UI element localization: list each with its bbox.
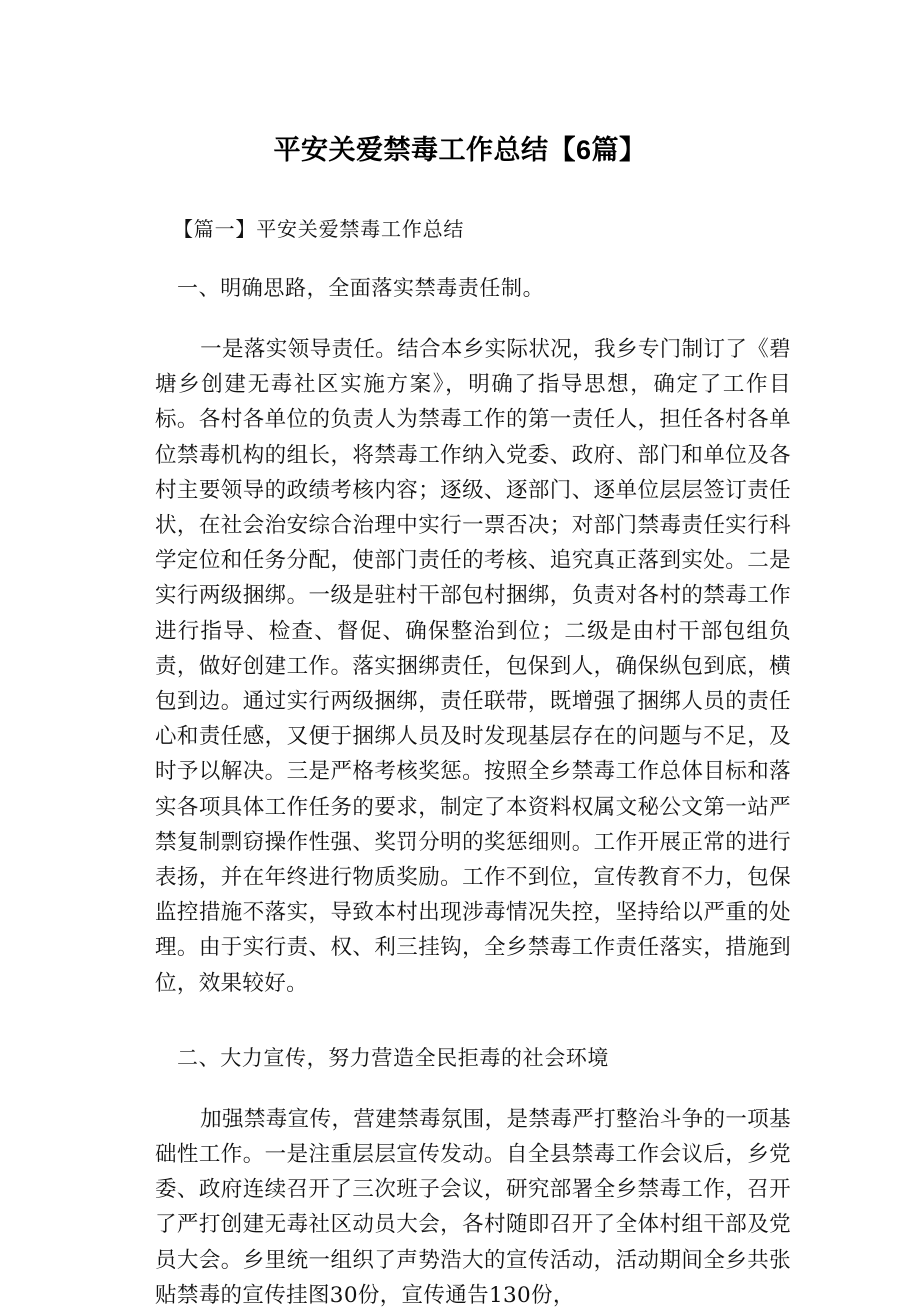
paragraph: 一是落实领导责任。结合本乡实际状况，我乡专门制订了《碧塘乡创建无毒社区实施方案》，明确了指导思想，确定了工作目标。各村各单位的负责人为禁毒工作的第一责任人，担任各村各单位禁毒机构的组长，将禁毒工作纳入党委、政府、部门和单位及各村主要领导的政绩考核内容；逐级、逐部门、逐单位层层签订责任状，在社会治安综合治理中实行一票否决；对部门禁毒责任实行科学定位和任务分配，使部门责任的考核、追究真正落到实处。二是实行两级捆绑。一级是驻村干部包村捆绑，负责对各村的禁毒工作进行指导、检查、督促、确保整治到位；二级是由村干部包组负责，做好创建工作。落实捆绑责任，包保到人，确保纵包到底，横包到边。通过实行两级捆绑，责任联带，既增强了捆绑人员的责任心和责任感，又便于捆绑人员及时发现基层存在的问题与不足，及时予以解决。三是严格考核奖惩。按照全乡禁毒工作总体目标和落实各项具体工作任务的要求，制定了本资料权属文秘公文第一站严禁复制剽窃操作性强、奖罚分明的奖惩细则。工作开展正常的进行表扬，并在年终进行物质奖励。工作不到位，宣传教育不力，包保监控措施不落实，导致本村出现涉毒情况失控，坚持给以严重的处理。由于实行责、权、利三挂钩，全乡禁毒工作责任落实，措施到位，效果较好。: [155, 337, 791, 996]
section-heading-2: 二、大力宣传，努力营造全民拒毒的社会环境: [177, 1045, 609, 1070]
page-title: 平安关爱禁毒工作总结【6篇】: [273, 135, 647, 166]
document-body: [155, 212, 791, 1313]
section-heading-1: 一、明确思路，全面落实禁毒责任制。: [177, 276, 545, 300]
paragraph: 加强禁毒宣传，营建禁毒氛围，是禁毒严打整治斗争的一项基础性工作。一是注重层层宣传发动。自全县禁毒工作会议后，乡党委、政府连续召开了三次班子会议，研究部署全乡禁毒工作，召开了严打创建无毒社区动员大会，各村随即召开了全体村组干部及党员大会。乡里统一组织了声势浩大的宣传活动，活动期间全乡共张贴禁毒的宣传挂图30份，宣传通告130份，: [155, 1106, 791, 1308]
article-subtitle: 【篇一】平安关爱禁毒工作总结: [173, 217, 465, 241]
section-spacer: [155, 1027, 791, 1041]
